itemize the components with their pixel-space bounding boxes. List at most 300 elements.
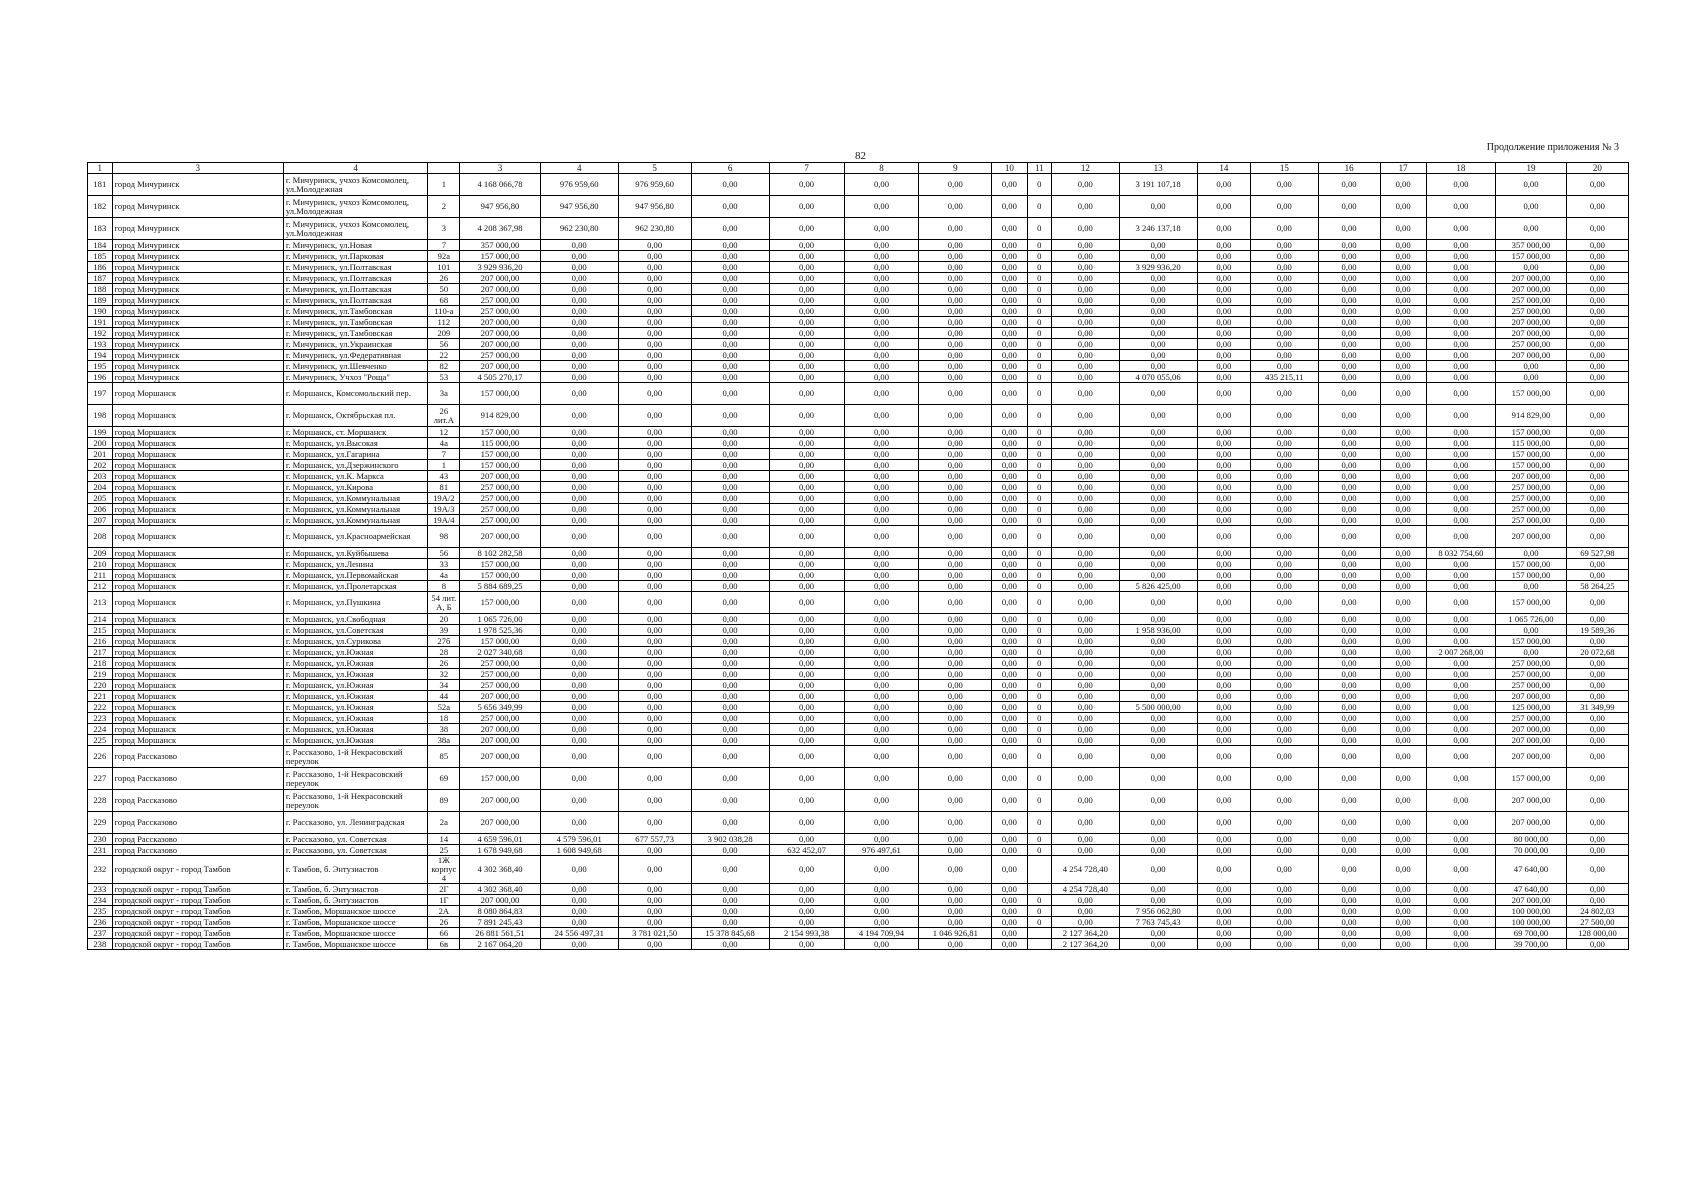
table-cell: 0,00: [1318, 559, 1380, 570]
table-cell: 0,00: [1251, 812, 1318, 834]
table-cell: 0,00: [919, 746, 992, 768]
table-cell: 0,00: [919, 515, 992, 526]
table-cell: 0,00: [1052, 691, 1119, 702]
table-cell: 0,00: [1197, 559, 1251, 570]
table-cell: 0,00: [1566, 449, 1628, 460]
table-cell: 0,00: [1566, 856, 1628, 884]
table-cell: 26 лит.А: [428, 405, 460, 427]
table-cell: 0,00: [844, 350, 919, 361]
table-cell: 0,00: [1426, 845, 1496, 856]
table-cell: 0,00: [844, 449, 919, 460]
table-cell: 235: [88, 906, 113, 917]
table-cell: 0,00: [540, 383, 618, 405]
table-cell: 0,00: [618, 306, 691, 317]
table-cell: 5 826 425,00: [1119, 581, 1197, 592]
table-cell: 0,00: [618, 895, 691, 906]
table-cell: 0,00: [1119, 284, 1197, 295]
table-cell: 0,00: [691, 493, 769, 504]
table-cell: 0,00: [540, 306, 618, 317]
table-row: [88, 592, 1629, 614]
table-cell: 66: [428, 928, 460, 939]
table-cell: 257 000,00: [1496, 482, 1567, 493]
table-cell: 0,00: [992, 284, 1027, 295]
table-cell: 0,00: [1426, 581, 1496, 592]
table-cell: 0,00: [1426, 526, 1496, 548]
table-cell: 0,00: [992, 482, 1027, 493]
table-cell: 0,00: [1197, 647, 1251, 658]
table-cell: 0,00: [691, 592, 769, 614]
table-cell: 0,00: [1380, 504, 1426, 515]
table-cell: 0,00: [691, 658, 769, 669]
table-cell: 0,00: [769, 251, 844, 262]
table-cell: 0,00: [844, 240, 919, 251]
table-cell: 8 102 282,58: [460, 548, 540, 559]
table-cell: 0,00: [769, 724, 844, 735]
table-cell: 0: [1027, 251, 1052, 262]
table-cell: 0,00: [1119, 680, 1197, 691]
table-cell: 0,00: [992, 845, 1027, 856]
table-cell: 0,00: [844, 570, 919, 581]
table-cell: 0,00: [1318, 262, 1380, 273]
table-cell: 0,00: [540, 339, 618, 350]
table-cell: г. Рассказово, 1-й Некрасовский переулок: [283, 790, 427, 812]
table-cell: 0,00: [1318, 196, 1380, 218]
table-cell: 947 956,80: [540, 196, 618, 218]
table-cell: 0,00: [618, 614, 691, 625]
column-header: 20: [1566, 163, 1628, 174]
table-cell: 81: [428, 482, 460, 493]
table-cell: 0,00: [844, 625, 919, 636]
table-cell: г. Мичуринск, ул.Полтавская: [283, 284, 427, 295]
table-cell: 0,00: [618, 702, 691, 713]
table-cell: г. Моршанск, Комсомольский пер.: [283, 383, 427, 405]
table-row: [88, 504, 1629, 515]
column-header: 18: [1426, 163, 1496, 174]
table-cell: 1 608 949,68: [540, 845, 618, 856]
table-cell: 0,00: [1566, 724, 1628, 735]
table-cell: 0,00: [1426, 691, 1496, 702]
table-cell: 20 072,68: [1566, 647, 1628, 658]
table-cell: 20: [428, 614, 460, 625]
table-cell: 0,00: [919, 906, 992, 917]
table-cell: 0,00: [618, 361, 691, 372]
table-cell: 0,00: [1426, 284, 1496, 295]
table-cell: 0,00: [1380, 515, 1426, 526]
table-cell: 0,00: [1318, 647, 1380, 658]
table-cell: 0,00: [1380, 196, 1426, 218]
table-cell: городской округ - город Тамбов: [112, 928, 283, 939]
table-cell: 0,00: [992, 570, 1027, 581]
table-cell: 0,00: [992, 548, 1027, 559]
table-cell: 0,00: [1426, 482, 1496, 493]
table-cell: 0,00: [1251, 713, 1318, 724]
table-cell: г. Моршанск, ул.К. Маркса: [283, 471, 427, 482]
table-cell: 0,00: [1318, 856, 1380, 884]
table-cell: 182: [88, 196, 113, 218]
table-cell: 0,00: [1380, 812, 1426, 834]
table-cell: 0,00: [992, 834, 1027, 845]
table-cell: 69: [428, 768, 460, 790]
table-row: [88, 262, 1629, 273]
table-cell: 0,00: [769, 427, 844, 438]
table-cell: 0,00: [919, 383, 992, 405]
table-cell: 0,00: [1197, 372, 1251, 383]
table-cell: 0,00: [1119, 196, 1197, 218]
table-cell: 0,00: [1318, 284, 1380, 295]
table-cell: 0,00: [1119, 471, 1197, 482]
table-cell: 0,00: [1052, 581, 1119, 592]
table-cell: 0,00: [1318, 768, 1380, 790]
table-cell: 0,00: [618, 240, 691, 251]
table-cell: 157 000,00: [1496, 559, 1567, 570]
table-cell: 207 000,00: [1496, 328, 1567, 339]
table-cell: 0,00: [691, 218, 769, 240]
table-cell: 0,00: [618, 526, 691, 548]
table-cell: 0,00: [1566, 471, 1628, 482]
table-cell: 0,00: [1318, 592, 1380, 614]
table-cell: 0,00: [1496, 548, 1567, 559]
table-cell: 28: [428, 647, 460, 658]
table-cell: 0,00: [1197, 515, 1251, 526]
table-cell: 0,00: [844, 746, 919, 768]
table-cell: 0,00: [844, 438, 919, 449]
table-cell: 0,00: [1251, 928, 1318, 939]
table-cell: 0,00: [1566, 895, 1628, 906]
table-cell: 115 000,00: [460, 438, 540, 449]
table-cell: 0,00: [1052, 449, 1119, 460]
table-cell: 0,00: [844, 614, 919, 625]
table-cell: 0,00: [844, 735, 919, 746]
table-cell: 183: [88, 218, 113, 240]
table-row: [88, 895, 1629, 906]
table-cell: 0,00: [1251, 240, 1318, 251]
table-cell: 0,00: [1426, 570, 1496, 581]
column-header: 7: [769, 163, 844, 174]
table-cell: 0,00: [1251, 295, 1318, 306]
table-cell: 0,00: [1251, 438, 1318, 449]
table-cell: 0,00: [769, 493, 844, 504]
table-cell: 0,00: [540, 471, 618, 482]
table-row: [88, 482, 1629, 493]
table-cell: 0,00: [618, 856, 691, 884]
table-cell: 0,00: [618, 658, 691, 669]
table-cell: 0,00: [691, 570, 769, 581]
table-cell: 0,00: [1119, 939, 1197, 950]
table-cell: 0,00: [992, 790, 1027, 812]
table-cell: 207 000,00: [460, 735, 540, 746]
table-cell: 69 700,00: [1496, 928, 1567, 939]
table-cell: 0,00: [1251, 614, 1318, 625]
table-cell: 0,00: [1426, 812, 1496, 834]
table-cell: 0,00: [1380, 906, 1426, 917]
table-cell: г. Моршанск, ул.Южная: [283, 724, 427, 735]
table-cell: 5 884 689,25: [460, 581, 540, 592]
table-cell: 197: [88, 383, 113, 405]
table-cell: 0,00: [1119, 383, 1197, 405]
table-cell: 0,00: [992, 405, 1027, 427]
table-cell: 0,00: [1380, 856, 1426, 884]
table-cell: 0,00: [618, 427, 691, 438]
table-cell: 0,00: [1052, 647, 1119, 658]
table-cell: 233: [88, 884, 113, 895]
table-cell: 0,00: [540, 735, 618, 746]
table-cell: 5 500 000,00: [1119, 702, 1197, 713]
table-cell: 0,00: [1052, 625, 1119, 636]
table-cell: 0: [1027, 658, 1052, 669]
table-row: [88, 427, 1629, 438]
table-cell: 2А: [428, 906, 460, 917]
table-cell: 0,00: [769, 350, 844, 361]
table-cell: 0,00: [919, 174, 992, 196]
table-cell: город Моршанск: [112, 625, 283, 636]
table-cell: 257 000,00: [1496, 669, 1567, 680]
table-row: [88, 845, 1629, 856]
table-cell: 0,00: [1380, 917, 1426, 928]
table-cell: 0,00: [618, 636, 691, 647]
table-cell: город Рассказово: [112, 768, 283, 790]
table-cell: 0,00: [1052, 614, 1119, 625]
table-cell: 0,00: [919, 658, 992, 669]
table-cell: 0: [1027, 515, 1052, 526]
table-cell: 0,00: [844, 482, 919, 493]
table-cell: 2а: [428, 812, 460, 834]
table-cell: 0,00: [1197, 768, 1251, 790]
table-cell: 0,00: [691, 405, 769, 427]
table-cell: 0,00: [1496, 174, 1567, 196]
table-cell: 0,00: [618, 372, 691, 383]
table-cell: 0: [1027, 906, 1052, 917]
table-cell: 0,00: [919, 939, 992, 950]
table-cell: 92а: [428, 251, 460, 262]
table-cell: 0,00: [540, 240, 618, 251]
table-cell: 0,00: [1380, 273, 1426, 284]
table-cell: г. Моршанск, ул.Южная: [283, 735, 427, 746]
table-cell: 0,00: [769, 284, 844, 295]
table-cell: 0,00: [1426, 559, 1496, 570]
table-cell: 0,00: [844, 834, 919, 845]
table-cell: 0,00: [618, 669, 691, 680]
table-cell: 0,00: [540, 895, 618, 906]
table-cell: 0,00: [1380, 240, 1426, 251]
table-cell: 207 000,00: [460, 361, 540, 372]
table-cell: город Моршанск: [112, 713, 283, 724]
table-cell: 1 046 926,81: [919, 928, 992, 939]
table-cell: 0,00: [1197, 669, 1251, 680]
table-cell: 0,00: [540, 273, 618, 284]
table-cell: 0,00: [1052, 427, 1119, 438]
table-cell: 0,00: [1380, 405, 1426, 427]
table-cell: 0,00: [1052, 845, 1119, 856]
table-cell: 157 000,00: [460, 449, 540, 460]
table-cell: 207 000,00: [1496, 317, 1567, 328]
table-cell: 0,00: [1197, 691, 1251, 702]
table-cell: 0,00: [1380, 493, 1426, 504]
table-cell: 0,00: [1426, 251, 1496, 262]
table-cell: 0,00: [1426, 856, 1496, 884]
table-cell: 435 215,11: [1251, 372, 1318, 383]
table-row: [88, 625, 1629, 636]
table-cell: 7 956 062,80: [1119, 906, 1197, 917]
table-cell: 85: [428, 746, 460, 768]
table-cell: 0,00: [1426, 906, 1496, 917]
table-cell: город Мичуринск: [112, 251, 283, 262]
table-cell: 0,00: [691, 724, 769, 735]
table-cell: 257 000,00: [1496, 339, 1567, 350]
table-cell: 0,00: [1380, 438, 1426, 449]
table-cell: 0,00: [540, 724, 618, 735]
table-cell: 0,00: [1426, 295, 1496, 306]
table-cell: 0,00: [844, 702, 919, 713]
table-cell: 31 349,99: [1566, 702, 1628, 713]
table-cell: г. Моршанск, ст. Моршанск: [283, 427, 427, 438]
table-cell: город Мичуринск: [112, 328, 283, 339]
table-cell: 198: [88, 405, 113, 427]
table-cell: 0,00: [1197, 735, 1251, 746]
table-cell: 0: [1027, 834, 1052, 845]
table-cell: 0,00: [1380, 295, 1426, 306]
table-cell: 203: [88, 471, 113, 482]
table-cell: 0,00: [1426, 372, 1496, 383]
table-cell: 1Г: [428, 895, 460, 906]
table-cell: 0,00: [1197, 361, 1251, 372]
table-row: [88, 735, 1629, 746]
table-cell: 157 000,00: [1496, 592, 1567, 614]
table-cell: г. Моршанск, ул.Дзержинского: [283, 460, 427, 471]
table-cell: 0,00: [844, 680, 919, 691]
table-cell: 0,00: [1251, 449, 1318, 460]
table-cell: 209: [428, 328, 460, 339]
table-cell: 257 000,00: [460, 482, 540, 493]
table-cell: 0,00: [1251, 361, 1318, 372]
table-cell: 0,00: [1318, 895, 1380, 906]
table-cell: 0,00: [1380, 614, 1426, 625]
table-cell: 0,00: [992, 658, 1027, 669]
table-row: [88, 449, 1629, 460]
table-cell: 962 230,80: [540, 218, 618, 240]
table-cell: 0,00: [769, 592, 844, 614]
table-cell: город Моршанск: [112, 570, 283, 581]
table-cell: 157 000,00: [460, 768, 540, 790]
table-cell: 0,00: [1318, 581, 1380, 592]
table-cell: город Моршанск: [112, 405, 283, 427]
table-cell: 0,00: [618, 735, 691, 746]
table-cell: 0,00: [618, 812, 691, 834]
table-cell: 0,00: [992, 724, 1027, 735]
table-cell: 0,00: [769, 438, 844, 449]
table-cell: 0,00: [1426, 724, 1496, 735]
table-cell: 56: [428, 339, 460, 350]
table-cell: 26 881 561,51: [460, 928, 540, 939]
table-cell: 0,00: [1380, 427, 1426, 438]
table-cell: 0,00: [1119, 669, 1197, 680]
column-header: 1: [88, 163, 113, 174]
table-cell: 0,00: [540, 939, 618, 950]
table-cell: 229: [88, 812, 113, 834]
table-cell: 0,00: [992, 768, 1027, 790]
table-cell: 234: [88, 895, 113, 906]
table-cell: 221: [88, 691, 113, 702]
table-cell: 47 640,00: [1496, 884, 1567, 895]
table-cell: 0,00: [1380, 724, 1426, 735]
table-cell: 0,00: [1119, 768, 1197, 790]
table-cell: 0: [1027, 548, 1052, 559]
table-cell: 157 000,00: [1496, 427, 1567, 438]
table-cell: 0,00: [919, 240, 992, 251]
table-cell: г. Мичуринск, ул.Полтавская: [283, 273, 427, 284]
table-cell: 98: [428, 526, 460, 548]
table-cell: 0,00: [1119, 570, 1197, 581]
table-cell: г. Моршанск, ул.Южная: [283, 647, 427, 658]
table-cell: 157 000,00: [460, 251, 540, 262]
table-cell: город Мичуринск: [112, 240, 283, 251]
table-cell: 7 763 745,43: [1119, 917, 1197, 928]
table-cell: 0,00: [844, 515, 919, 526]
table-row: [88, 702, 1629, 713]
table-cell: 4 070 055,06: [1119, 372, 1197, 383]
table-cell: 0,00: [1566, 526, 1628, 548]
table-cell: 0,00: [1251, 559, 1318, 570]
table-cell: 0,00: [618, 295, 691, 306]
table-cell: 947 956,80: [618, 196, 691, 218]
table-cell: 0,00: [992, 295, 1027, 306]
table-cell: 0,00: [1426, 939, 1496, 950]
table-cell: 0,00: [1426, 405, 1496, 427]
table-cell: 0,00: [1197, 174, 1251, 196]
table-cell: 0,00: [992, 262, 1027, 273]
table-cell: 0,00: [1251, 526, 1318, 548]
table-cell: 0: [1027, 460, 1052, 471]
table-cell: 0,00: [919, 438, 992, 449]
table-cell: 89: [428, 790, 460, 812]
table-cell: 0,00: [1251, 702, 1318, 713]
table-cell: 0,00: [919, 647, 992, 658]
table-cell: 44: [428, 691, 460, 702]
table-cell: 0,00: [1380, 834, 1426, 845]
table-cell: 0,00: [1318, 790, 1380, 812]
table-cell: 2: [428, 196, 460, 218]
table-cell: 0,00: [1318, 834, 1380, 845]
table-cell: г. Мичуринск, ул.Тамбовская: [283, 317, 427, 328]
table-cell: город Мичуринск: [112, 350, 283, 361]
table-cell: 0,00: [540, 438, 618, 449]
table-cell: 0,00: [769, 939, 844, 950]
table-cell: 0,00: [844, 581, 919, 592]
table-cell: 0,00: [919, 471, 992, 482]
table-cell: 0,00: [1380, 449, 1426, 460]
table-cell: 0,00: [1119, 273, 1197, 284]
table-cell: 0,00: [769, 504, 844, 515]
table-cell: 0,00: [1052, 438, 1119, 449]
table-cell: 0,00: [1566, 460, 1628, 471]
table-cell: 0,00: [1197, 427, 1251, 438]
table-cell: 0: [1027, 405, 1052, 427]
table-cell: 1 678 949,68: [460, 845, 540, 856]
table-cell: 0,00: [1251, 658, 1318, 669]
table-cell: 0,00: [769, 306, 844, 317]
table-cell: 0,00: [691, 559, 769, 570]
table-cell: 25: [428, 845, 460, 856]
table-cell: 0: [1027, 493, 1052, 504]
table-cell: 0,00: [919, 350, 992, 361]
table-cell: 214: [88, 614, 113, 625]
table-cell: 226: [88, 746, 113, 768]
table-cell: 0,00: [1197, 251, 1251, 262]
table-cell: 0,00: [1380, 581, 1426, 592]
table-cell: 0,00: [1566, 939, 1628, 950]
table-cell: 0,00: [1566, 427, 1628, 438]
table-cell: 0,00: [1318, 702, 1380, 713]
table-cell: 0,00: [1426, 350, 1496, 361]
